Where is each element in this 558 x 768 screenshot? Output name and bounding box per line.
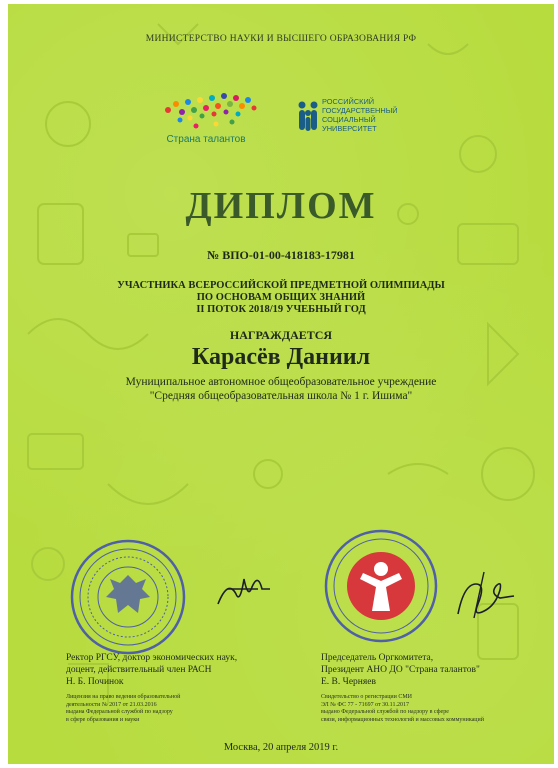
school-line: "Средняя общеобразовательная школа № 1 г. Ишима" xyxy=(149,390,413,402)
rgsu-line: УНИВЕРСИТЕТ xyxy=(322,124,377,133)
olympiad-line: II ПОТОК 2018/19 УЧЕБНЫЙ ГОД xyxy=(196,304,366,315)
signature-line: Председатель Оргкомитета, xyxy=(321,653,434,663)
signature-line: Ректор РГСУ, доктор экономических наук, xyxy=(66,653,238,663)
signature-line: Президент АНО ДО "Страна талантов" xyxy=(321,665,480,675)
registration-line: Свидетельство о регистрации СМИ xyxy=(321,694,413,700)
school-line: Муниципальное автономное общеобразовательное учреждение xyxy=(125,376,437,388)
organization-seal xyxy=(322,527,440,645)
license-line: деятельности № 2017 от 21.03.2016 xyxy=(66,701,157,708)
license-note xyxy=(66,694,266,724)
signature-line: доцент, действительный член РАСН xyxy=(66,665,212,675)
license-line: выдана Федеральной службой по надзору xyxy=(66,709,173,715)
license-line: Лицензия на право ведения образовательной xyxy=(66,694,181,700)
olympiad-description xyxy=(8,280,554,316)
awarded-label: НАГРАЖДАЕТСЯ xyxy=(229,328,333,342)
olympiad-line: УЧАСТНИКА ВСЕРОССИЙСКОЙ ПРЕДМЕТНОЙ ОЛИМПИАДЫ xyxy=(117,280,445,291)
rgsu-line: ГОСУДАРСТВЕННЫЙ xyxy=(322,106,398,115)
olympiad-line: ПО ОСНОВАМ ОБЩИХ ЗНАНИЙ xyxy=(196,292,366,303)
media-registration-note xyxy=(321,694,541,724)
school-name xyxy=(8,375,554,403)
university-seal xyxy=(68,537,188,657)
place-and-date: Москва, 20 апреля 2019 г. xyxy=(223,742,339,753)
rector-signature-block xyxy=(66,652,296,688)
registration-line: связи, информационных технологий и массовых коммуникаций xyxy=(321,716,484,723)
president-signature xyxy=(448,564,518,624)
license-line: в сфере образования и науки xyxy=(66,716,140,723)
president-signature-block xyxy=(321,652,551,688)
diploma-sheet xyxy=(8,4,554,764)
registration-line: ЭЛ № ФС 77 - 71697 от 30.11.2017 xyxy=(321,701,409,708)
strana-talantov-label: Страна талантов xyxy=(166,134,246,145)
rector-signature xyxy=(213,569,273,614)
ministry-header: МИНИСТЕРСТВО НАУКИ И ВЫСШЕГО ОБРАЗОВАНИЯ РФ xyxy=(145,34,417,44)
recipient-name: Карасёв Даниил xyxy=(191,344,371,370)
rgsu-logo-text xyxy=(322,97,442,133)
registration-line: выдано Федеральной службой по надзору в сфере xyxy=(321,709,449,715)
rgsu-line: РОССИЙСКИЙ xyxy=(322,97,375,106)
signature-line: Н. Б. Починок xyxy=(66,677,124,687)
rgsu-logo-icon xyxy=(296,99,320,133)
rgsu-line: СОЦИАЛЬНЫЙ xyxy=(322,115,376,124)
diploma-title: ДИПЛОМ xyxy=(185,185,377,227)
diploma-number: № ВПО-01-00-418183-17981 xyxy=(207,248,355,262)
signature-line: Е. В. Черняев xyxy=(321,677,376,687)
